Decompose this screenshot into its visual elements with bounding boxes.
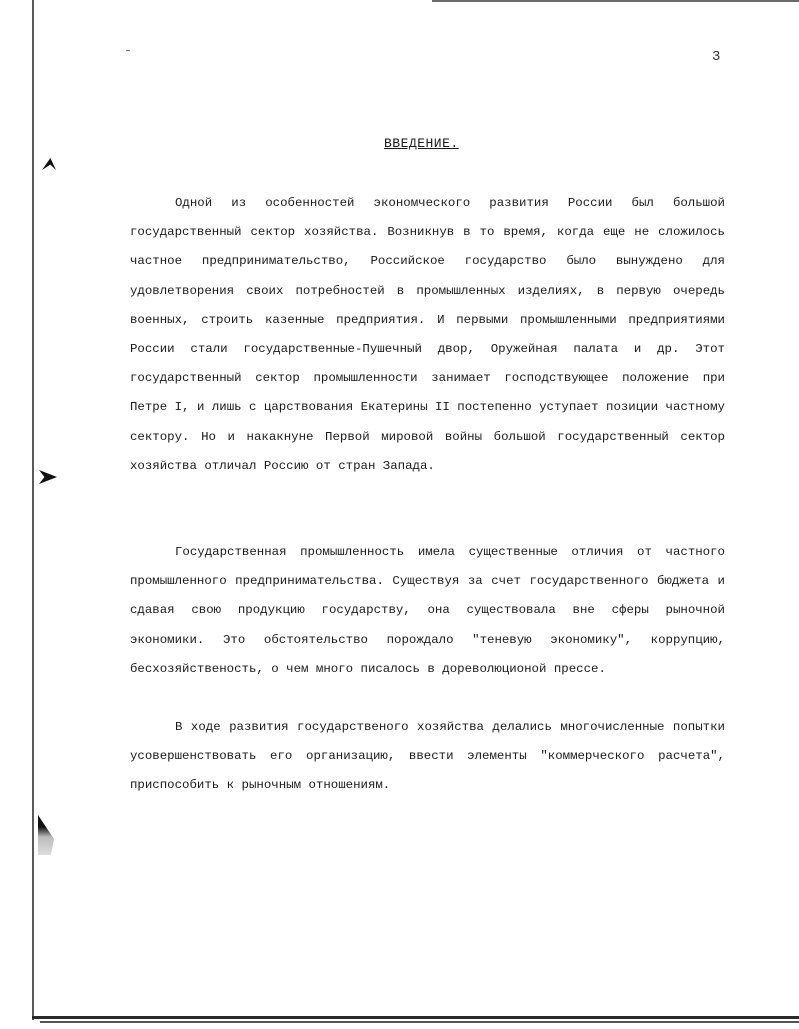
scan-artifact-bottom-edge-shadow	[40, 1021, 799, 1023]
page-title: ВВЕДЕНИЕ.	[384, 136, 459, 151]
paragraph: Государственная промышленность имела существенные отличия от частного промышленного предпринимательства. Существуя за счет государственного бюджета и сдавая свою продукцию государству, она существовала вне сферы рыночной экономики. Это обстоятельство порождало "теневую экономику", коррупцию, бесхозяйственость, о чем много писалось в дореволюционой прессе.	[130, 545, 725, 676]
paragraph: Одной из особенностей экономческого развития России был большой государственный сектор хозяйства. Возникнув в то время, когда еще не сложилось частное предпринимательство, Российское государство было вынуждено для удовлетворения своих потребностей в промышленных изделиях, в первую очередь военных, строить казенные предприятия. И первыми промышленными предприятиями России стали государственные-Пушечный двор, Оружейная палата и др. Этот государственный сектор промышленности занимает господствующее положение при Петре I, и лишь с царствования Екатерины II постепенно уступает позиции частному сектору. Но и накакнуне Первой мировой войны большой государственный сектор хозяйства отличал Россию от стран Запада.	[130, 196, 725, 473]
paragraph-block	[130, 713, 725, 801]
scan-artifact-top-line	[432, 0, 799, 2]
binding-hole-mark	[39, 470, 57, 484]
paragraph: В ходе развития государственого хозяйства делались многочисленные попытки усовершенствовать его организацию, ввести элементы "коммерческого расчета", приспособить к рыночным отношениям.	[130, 720, 725, 793]
scan-artifact-bottom-edge	[32, 1016, 799, 1019]
binding-hole-mark	[42, 158, 56, 170]
paragraph-block	[130, 189, 725, 481]
scan-artifact-left-edge	[32, 0, 34, 1020]
scan-artifact-dot	[126, 50, 130, 51]
page-number: 3	[712, 49, 721, 65]
binding-hole-mark	[38, 815, 54, 855]
paragraph-block	[130, 538, 725, 684]
